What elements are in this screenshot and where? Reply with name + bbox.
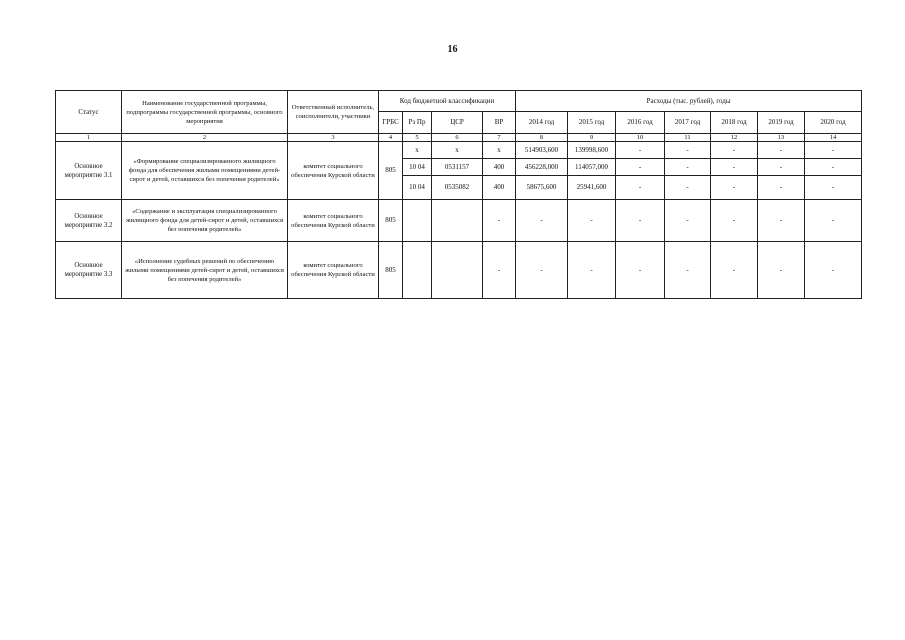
column-number: 1 (56, 134, 122, 142)
amount-cell: - (805, 200, 862, 242)
column-number: 3 (288, 134, 379, 142)
amount-cell: - (758, 142, 805, 159)
column-number: 5 (403, 134, 432, 142)
status-cell: Основное мероприятие 3.3 (56, 242, 122, 299)
csr-cell (432, 200, 483, 242)
header-expenses: Расходы (тыс. рублей), годы (516, 91, 862, 112)
amount-cell: - (616, 242, 665, 299)
amount-cell: - (616, 176, 665, 200)
rzpr-cell: 10 04 (403, 176, 432, 200)
amount-cell: - (516, 200, 568, 242)
program-name-cell: «Исполнение судебных решений по обеспечению жилыми помещениями детей-сирот и детей, оставшихся без попечения родителей» (122, 242, 288, 299)
column-number: 11 (665, 134, 711, 142)
amount-cell: 139998,600 (568, 142, 616, 159)
executor-cell: комитет социального обеспечения Курской области (288, 242, 379, 299)
program-name-cell: «Формирование специализированного жилищного фонда для обеспечения жилыми помещениями детей-сирот и детей, оставшихся без попечения родителей» (122, 142, 288, 200)
column-number: 8 (516, 134, 568, 142)
header-year: 2014 год (516, 112, 568, 134)
csr-cell: х (432, 142, 483, 159)
amount-cell: 514903,600 (516, 142, 568, 159)
amount-cell: - (568, 242, 616, 299)
vr-cell: - (483, 242, 516, 299)
amount-cell: - (616, 200, 665, 242)
amount-cell: 456228,000 (516, 159, 568, 176)
amount-cell: - (711, 176, 758, 200)
status-cell: Основное мероприятие 3.2 (56, 200, 122, 242)
budget-table (55, 90, 862, 299)
amount-cell: - (711, 159, 758, 176)
amount-cell: - (805, 242, 862, 299)
column-number: 6 (432, 134, 483, 142)
header-program-name: Наименование государственной программы, подпрограммы государственной программы, основного мероприятия (122, 91, 288, 134)
column-number: 2 (122, 134, 288, 142)
csr-cell: 0535082 (432, 176, 483, 200)
grbs-cell: 805 (379, 142, 403, 200)
amount-cell: - (665, 200, 711, 242)
rzpr-cell (403, 200, 432, 242)
amount-cell: 58675,600 (516, 176, 568, 200)
amount-cell: - (805, 142, 862, 159)
column-number: 10 (616, 134, 665, 142)
header-status: Статус (56, 91, 122, 134)
table-row (56, 242, 862, 299)
grbs-cell: 805 (379, 200, 403, 242)
vr-cell: 400 (483, 159, 516, 176)
header-year: 2020 год (805, 112, 862, 134)
header-vr: ВР (483, 112, 516, 134)
header-csr: ЦСР (432, 112, 483, 134)
amount-cell: - (805, 176, 862, 200)
vr-cell: х (483, 142, 516, 159)
table-row (56, 200, 862, 242)
header-year: 2017 год (665, 112, 711, 134)
header-budget-code: Код бюджетной классификации (379, 91, 516, 112)
vr-cell: - (483, 200, 516, 242)
column-number: 7 (483, 134, 516, 142)
amount-cell: - (665, 142, 711, 159)
csr-cell: 0531157 (432, 159, 483, 176)
column-number: 13 (758, 134, 805, 142)
executor-cell: комитет социального обеспечения Курской области (288, 200, 379, 242)
executor-cell: комитет социального обеспечения Курской области (288, 142, 379, 200)
vr-cell: 400 (483, 176, 516, 200)
amount-cell: 114057,000 (568, 159, 616, 176)
page-number: 16 (447, 44, 458, 55)
column-number: 4 (379, 134, 403, 142)
amount-cell: - (758, 242, 805, 299)
amount-cell: - (711, 242, 758, 299)
amount-cell: - (758, 159, 805, 176)
table-row (56, 142, 862, 159)
amount-cell: - (805, 159, 862, 176)
rzpr-cell: х (403, 142, 432, 159)
amount-cell: - (665, 159, 711, 176)
amount-cell: - (711, 200, 758, 242)
csr-cell (432, 242, 483, 299)
header-year: 2019 год (758, 112, 805, 134)
program-name-cell: «Содержание и эксплуатация специализированного жилищного фонда для детей-сирот и детей, оставшихся без попечения родителей» (122, 200, 288, 242)
amount-cell: - (758, 200, 805, 242)
column-number: 14 (805, 134, 862, 142)
column-number-row (56, 134, 862, 142)
amount-cell: - (568, 200, 616, 242)
header-rzpr: Рз Пр (403, 112, 432, 134)
amount-cell: - (665, 242, 711, 299)
amount-cell: - (616, 142, 665, 159)
header-grbs: ГРБС (379, 112, 403, 134)
amount-cell: - (758, 176, 805, 200)
amount-cell: - (711, 142, 758, 159)
amount-cell: - (516, 242, 568, 299)
column-number: 9 (568, 134, 616, 142)
rzpr-cell: 10 04 (403, 159, 432, 176)
header-year: 2016 год (616, 112, 665, 134)
amount-cell: - (616, 159, 665, 176)
amount-cell: - (665, 176, 711, 200)
header-year: 2015 год (568, 112, 616, 134)
status-cell: Основное мероприятие 3.1 (56, 142, 122, 200)
header-row (56, 91, 862, 112)
grbs-cell: 805 (379, 242, 403, 299)
amount-cell: 25941,600 (568, 176, 616, 200)
column-number: 12 (711, 134, 758, 142)
rzpr-cell (403, 242, 432, 299)
header-year: 2018 год (711, 112, 758, 134)
header-executor: Ответственный исполнитель, соисполнители, участники (288, 91, 379, 134)
